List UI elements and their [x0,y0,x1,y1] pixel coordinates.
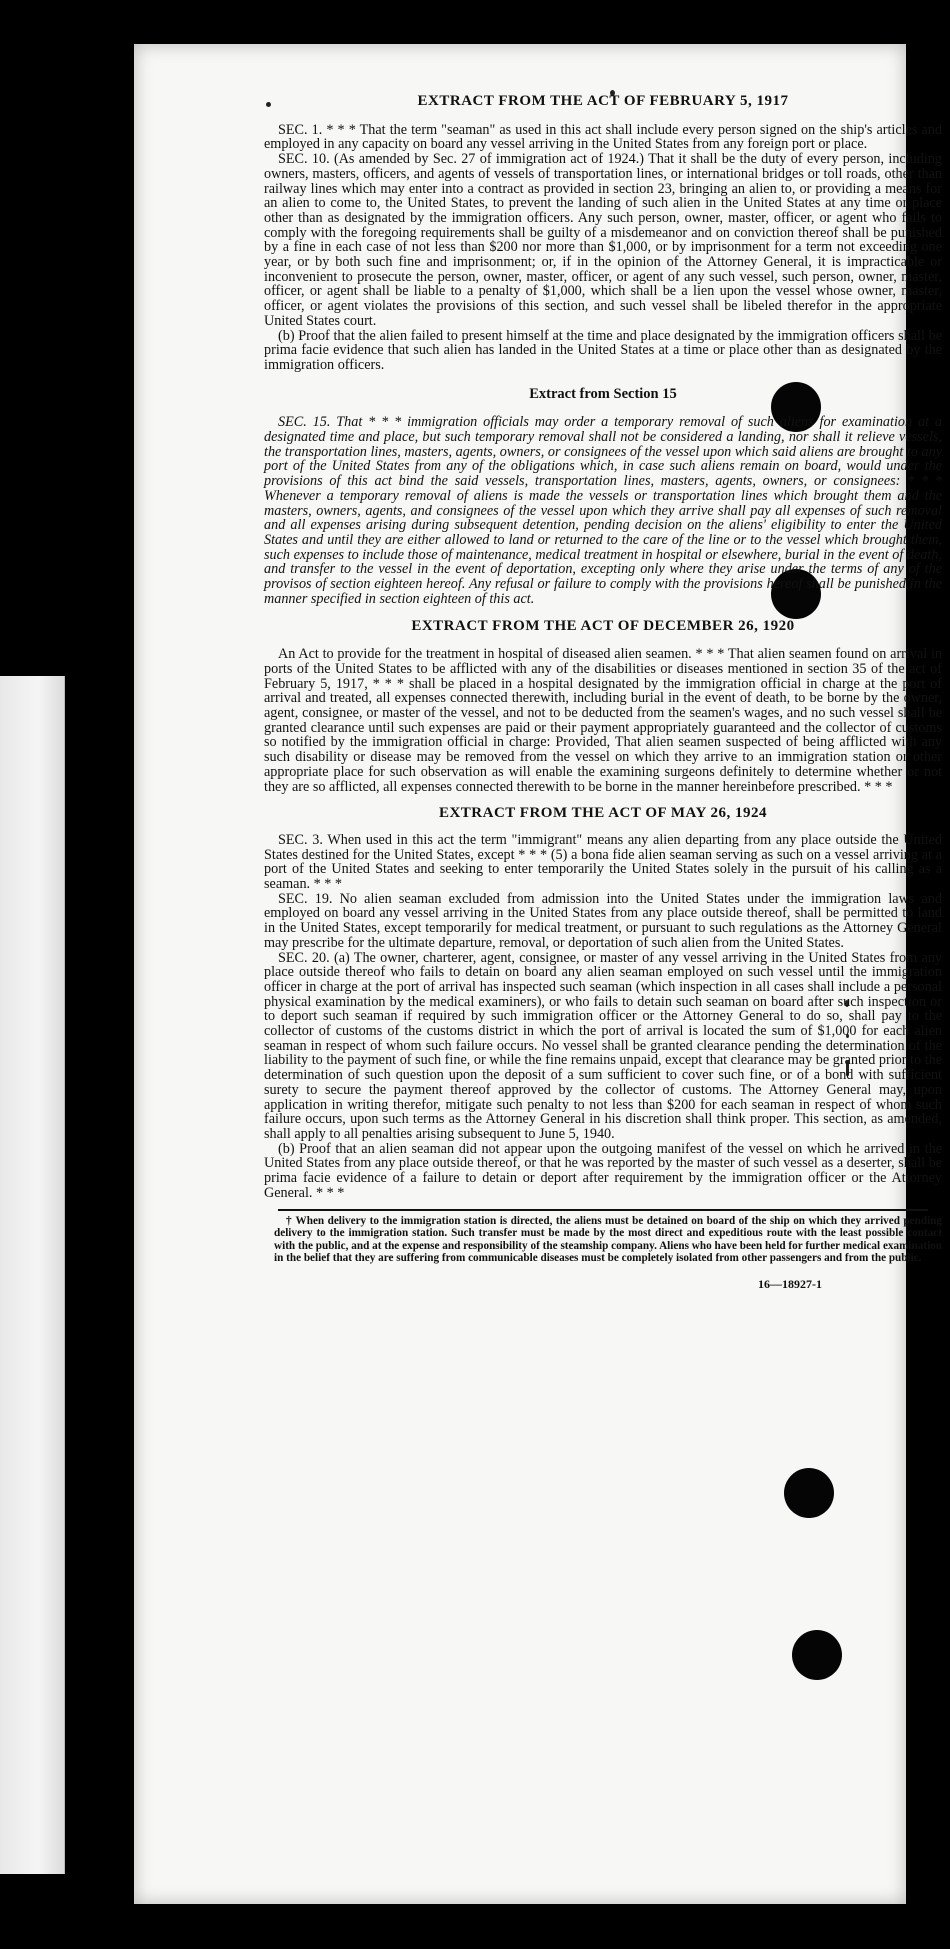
document-page [134,44,942,1904]
title-act-may-1924: EXTRACT FROM THE ACT OF MAY 26, 1924 [438,805,768,822]
form-number: 16—18927-1 [758,1276,822,1291]
punch-hole [784,1468,834,1518]
subheading-section-15: Extract from Section 15 [529,385,677,402]
document-body [264,94,942,1292]
title-act-dec-1920: EXTRACT FROM THE ACT OF DECEMBER 26, 1920 [411,617,795,634]
section-10b-text: (b) Proof that the alien failed to present himself at the time and place designated by the immigration officers shall be prima facie evidence that such alien has landed in the United States at a time or place other than as designated by the immigration officers. [264,327,942,373]
section-20b-text: (b) Proof that an alien seaman did not appear upon the outgoing manifest of the vessel on which he arrived in the United States from any place outside thereof, or that he was reported by the master of such vessel as a deserter, shall be prima facie evidence of a failure to detain or deport after requirement by the immigration officer or the Attorney General. * * * [264,1140,942,1201]
left-edge-strip [0,676,65,1874]
act-1920-text: An Act to provide for the treatment in hospital of diseased alien seamen. * * * That alien seamen found on arrival in ports of the United States to be afflicted with any of the disabilities or diseases mentioned in section 35 of the act of February 5, 1917, * * * shall be placed in a hospital designated by the immigration official in charge at the port of arrival and treated, all expenses connected therewith, including burial in the event of death, to be borne by the owner, agent, consignee, or master of the vessel, and not to be deducted from the seamen's wages, and no such vessel shall be granted clearance until such expenses are paid or their payment appropriately guaranteed and the collector of customs so notified by the immigration official in charge: Provided, That alien seamen suspected of being afflicted with any such disability or disease may be removed from the vessel on which they arrive to an immigration station or other appropriate place for such observation as will enable the examining surgeons definitely to determine whether or not they are so afflicted, all expenses connected therewith to be borne in the manner hereinbefore prescribed. * * * [264,646,942,795]
section-3-text: SEC. 3. When used in this act the term "immigrant" means any alien departing from any place outside the United States destined for the United States, except * * * (5) a bona fide alien seaman serving as such on a vessel arriving at a port of the United States and seeking to enter temporarily the United States solely in the pursuit of his calling as a seaman. * * * [264,831,942,893]
section-15-text: SEC. 15. That * * * immigration officials may order a temporary removal of such aliens for examination at a designated time and place, but such temporary removal shall not be considered a landing, nor shall it relieve vessels, the transportation lines, masters, agents, owners, or consignees of the vessel upon which said aliens are brought to any port of the United States from any of the obligations which, in case such aliens remain on board, would under the provisions of this act bind the said vessels, transportation lines, masters, agents, owners, or consignees: * * * Whenever a temporary removal of aliens is made the vessels or transportation lines which brought them and the masters, owners, agents, and consignees of the vessel upon which they arrive shall pay all expenses of such removal and all expenses arising during subsequent detention, pending decision on the aliens' eligibility to enter the United States and until they are either allowed to land or returned to the care of the line or to the vessel which brought them, such expenses to include those of maintenance, medical treatment in hospital or elsewhere, burial in the event of death, and transfer to the vessel in the event of deportation, excepting only where they arise under the terms of any of the provisos of section eighteen hereof. Any refusal or failure to comply with the provisions hereof shall be punished in the manner specified in section eighteen of this act. [264,414,942,607]
section-10-text: SEC. 10. (As amended by Sec. 27 of immigration act of 1924.) That it shall be the duty of every person, including owners, masters, officers, and agents of vessels of transportation lines, or international bridges or toll roads, other than railway lines which may enter into a contract as provided in section 23, bringing an alien to, or providing a means for an alien to come to, the United States, to prevent the landing of such alien in the United States at any time or place other than as designated by the immigration officers. Any such person, owner, master, officer, or agent who fails to comply with the foregoing requirements shall be guilty of a misdemeanor and on conviction thereof shall be punished by a fine in each case of not less than $200 nor more than $1,000, or by imprisonment for a term not exceeding one year, or by both such fine and imprisonment; or, if in the opinion of the Attorney General, it is impracticable or inconvenient to prosecute the person, owner, master, officer, or agent of any such vessel, such person, owner, master, officer, or agent shall be liable to a penalty of $1,000, which shall be a lien upon the vessel whose owner, master, officer, or agent violates the provisions of this section, and such vessel shall be libeled therefor in the appropriate United States court. [264,151,942,329]
title-act-feb-1917: EXTRACT FROM THE ACT OF FEBRUARY 5, 1917 [417,93,789,109]
footnote-divider [278,1209,928,1211]
punch-hole [792,1630,842,1680]
section-20a-text: SEC. 20. (a) The owner, charterer, agent, consignee, or master of any vessel arriving in the United States from any place outside thereof who fails to detain on board any alien seaman employed on such vessel until the immigration officer in charge at the port of arrival has inspected such seaman (which inspection in all cases shall include a personal physical examination by the medical examiners), or who fails to detain such seaman on board after such inspection or to deport such seaman if required by such immigration officer or the Attorney General to do so, shall pay to the collector of customs of the customs district in which the port of arrival is located the sum of $1,000 for each alien seaman in respect of whom such failure occurs. No vessel shall be granted clearance pending the determination of the liability to the payment of such fine, or while the fine remains unpaid, except that clearance may be granted prior to the determination of such question upon the deposit of a sum sufficient to cover such fine, or of a bond with sufficient surety to secure the payment thereof approved by the collector of customs. The Attorney General may, upon application in writing therefor, mitigate such penalty to not less than $200 for each seaman in respect of whom such failure occurs, upon such terms as the Attorney General in his discretion shall think proper. This section, as amended, shall apply to all penalties arising subsequent to June 5, 1940. [264,949,942,1142]
footnote-text: † When delivery to the immigration station is directed, the aliens must be detained on board of the ship on which they arrived pending delivery to the immigration station. Such transfer must be made by the most direct and expeditious route with the least possible contact with the public, and at the expense and responsibility of the steamship company. Aliens who have been held for further medical examination in the belief that they are suffering from communicable diseases must be completely isolated from other passengers and from the public. [274,1214,942,1265]
section-1-text: SEC. 1. * * * That the term "seaman" as used in this act shall include every person signed on the ship's articles and employed in any capacity on board any vessel arriving in the United States from any foreign port or place. [264,121,942,153]
section-19-text: SEC. 19. No alien seaman excluded from admission into the United States under the immigration laws and employed on board any vessel arriving in the United States from any place outside thereof, shall be permitted to land in the United States, except temporarily for medical treatment, or pursuant to such regulations as the Attorney General may prescribe for the ultimate departure, removal, or deportation of such alien from the United States. [264,890,942,951]
